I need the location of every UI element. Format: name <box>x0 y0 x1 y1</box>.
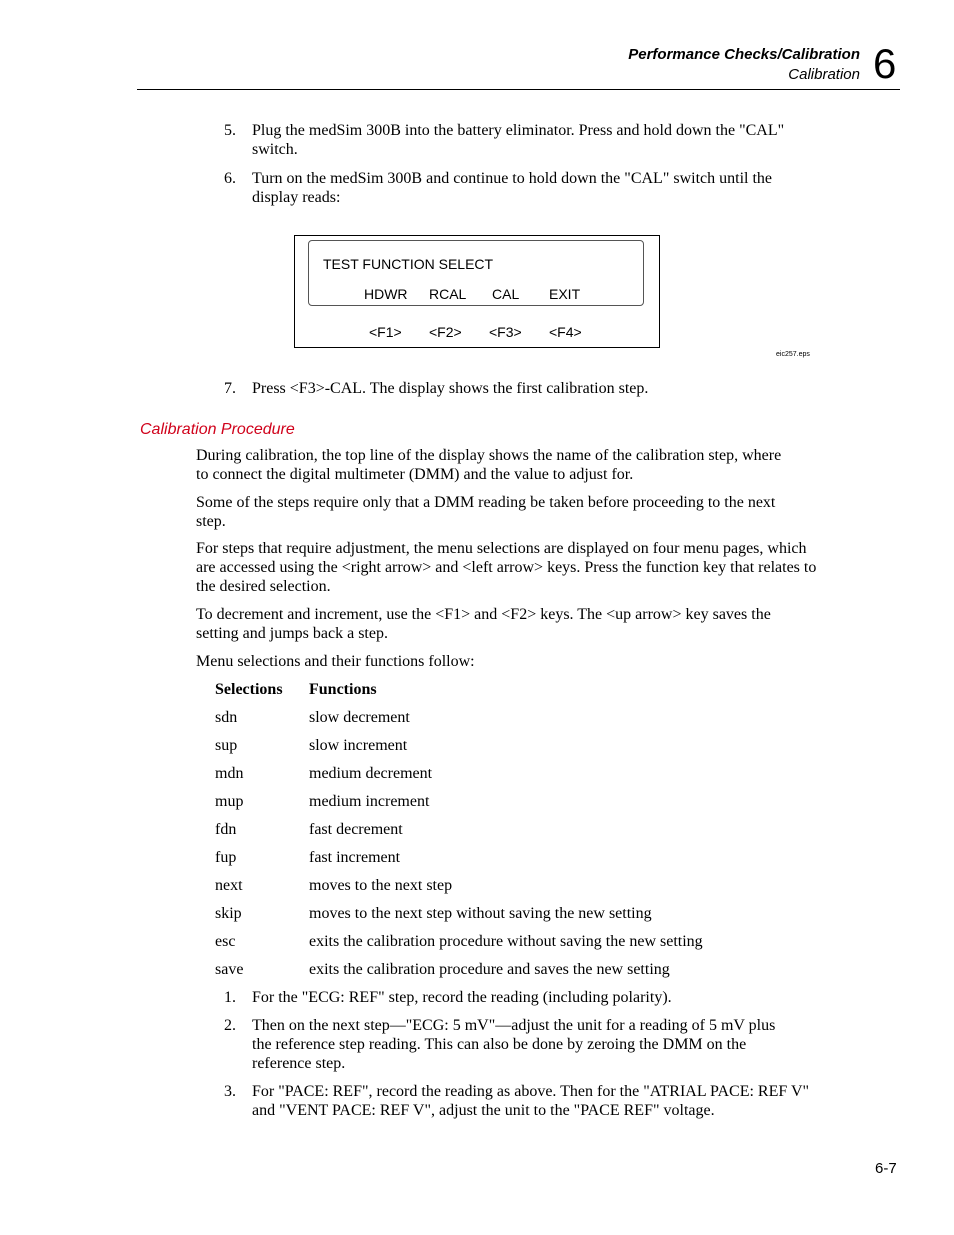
key-f2: <F2> <box>429 324 462 340</box>
key-f3: <F3> <box>489 324 522 340</box>
figure-id: eic257.eps <box>776 351 810 358</box>
menu-item-rcal: RCAL <box>429 286 467 302</box>
key-f1: <F1> <box>369 324 402 340</box>
table-cell-function: exits the calibration procedure and saves the new setting <box>309 961 670 978</box>
table-cell-selection: save <box>215 961 244 978</box>
table-header-functions: Functions <box>309 681 377 698</box>
step-text: Press <F3>-CAL. The display shows the first calibration step. <box>252 380 649 397</box>
header-subtitle: Calibration <box>788 66 860 83</box>
step-text: Plug the medSim 300B into the battery eliminator. Press and hold down the "CAL" switch. <box>252 122 785 158</box>
menu-item-exit: EXIT <box>549 286 581 302</box>
table-cell-selection: sdn <box>215 709 238 726</box>
table-header-selections: Selections <box>215 681 283 698</box>
table-cell-selection: mup <box>215 793 244 810</box>
paragraph: During calibration, the top line of the display shows the name of the calibration step, where to connect the digital multimeter (DMM) and the value to adjust for. <box>196 447 782 483</box>
step-number: 3. <box>224 1083 236 1100</box>
table-cell-selection: skip <box>215 905 242 922</box>
paragraph: To decrement and increment, use the <F1> and <F2> keys. The <up arrow> key saves the setting and jumps back a step. <box>196 606 771 642</box>
header-rule <box>137 89 900 90</box>
table-cell-selection: sup <box>215 737 238 754</box>
step-text: Then on the next step—"ECG: 5 mV"—adjust the unit for a reading of 5 mV plus the reference step reading. This can also be done by zeroing the DMM on the reference step. <box>252 1017 776 1072</box>
paragraph: Menu selections and their functions follow: <box>196 653 475 670</box>
section-title: Calibration Procedure <box>140 421 295 438</box>
step-text: For the "ECG: REF" step, record the reading (including polarity). <box>252 989 672 1006</box>
chapter-number: 6 <box>873 40 897 87</box>
menu-item-hdwr: HDWR <box>364 286 408 302</box>
table-cell-function: slow decrement <box>309 709 410 726</box>
table-cell-function: medium increment <box>309 793 430 810</box>
step-number: 6. <box>224 170 236 187</box>
menu-item-cal: CAL <box>492 286 520 302</box>
table-cell-selection: esc <box>215 933 236 950</box>
paragraph: Some of the steps require only that a DMM reading be taken before proceeding to the next step. <box>196 494 776 530</box>
step-number: 2. <box>224 1017 236 1034</box>
step-text: For "PACE: REF", record the reading as above. Then for the "ATRIAL PACE: REF V" and "VENT PACE: REF V", adjust the unit to the "PACE REF" voltage. <box>252 1083 810 1119</box>
table-cell-function: medium decrement <box>309 765 433 782</box>
table-cell-function: fast increment <box>309 849 401 866</box>
key-f4: <F4> <box>549 324 582 340</box>
step-number: 5. <box>224 122 236 139</box>
table-cell-selection: fup <box>215 849 237 866</box>
header-title: Performance Checks/Calibration <box>628 46 860 63</box>
table-cell-function: moves to the next step <box>309 877 453 894</box>
table-cell-function: moves to the next step without saving the new setting <box>309 905 652 922</box>
display-screen <box>308 240 644 306</box>
table-cell-selection: mdn <box>215 765 244 782</box>
table-cell-function: exits the calibration procedure without saving the new setting <box>309 933 703 950</box>
display-line1: TEST FUNCTION SELECT <box>323 256 494 272</box>
table-cell-selection: next <box>215 877 243 894</box>
page-number: 6-7 <box>875 1160 897 1177</box>
paragraph: For steps that require adjustment, the menu selections are displayed on four menu pages, which are accessed using the <right arrow> and <left arrow> keys. Press the function key that relates to the desired selection. <box>196 540 817 595</box>
table-cell-function: slow increment <box>309 737 408 754</box>
display-figure <box>294 235 660 348</box>
step-number: 1. <box>224 989 236 1006</box>
table-cell-function: fast decrement <box>309 821 403 838</box>
step-text: Turn on the medSim 300B and continue to hold down the "CAL" switch until the display reads: <box>252 170 772 206</box>
table-cell-selection: fdn <box>215 821 237 838</box>
step-number: 7. <box>224 380 236 397</box>
